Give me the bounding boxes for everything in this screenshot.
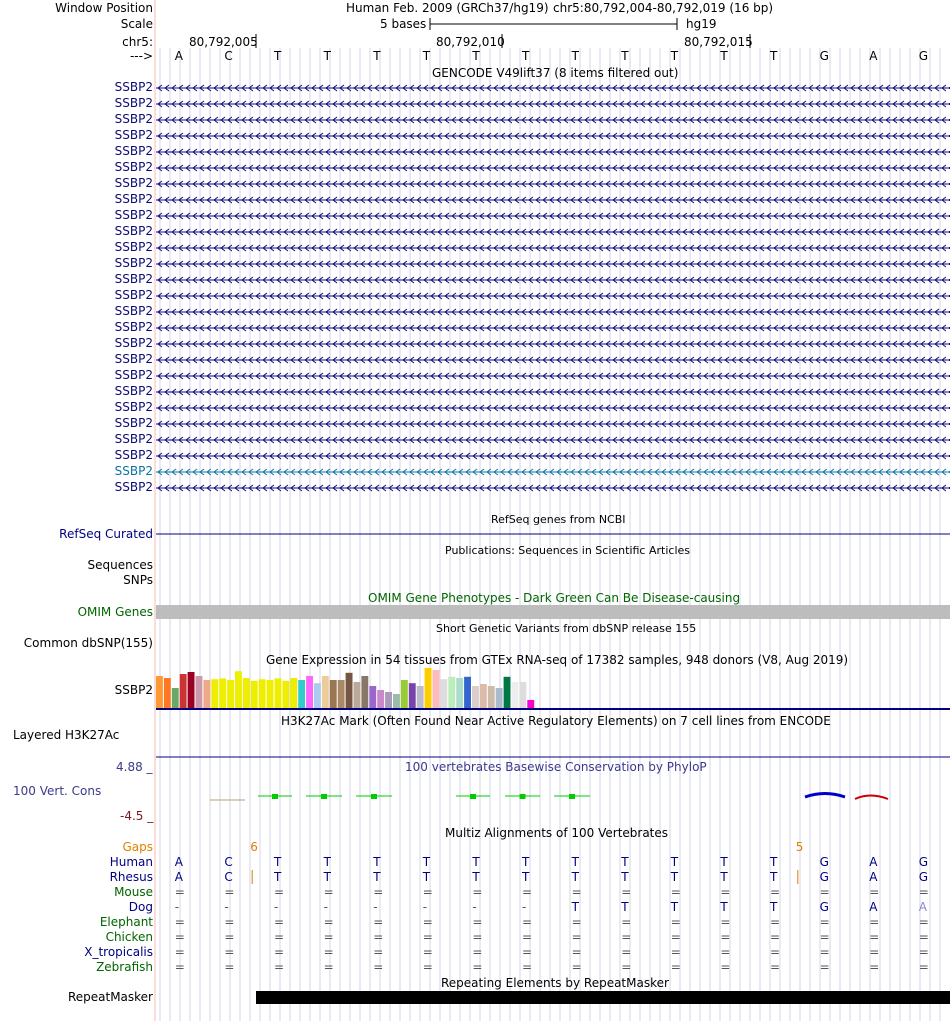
gtex-bar — [243, 678, 250, 708]
chrom-label: chr5: — [122, 35, 153, 49]
scale-label: Scale — [120, 17, 153, 31]
alignment-base: = — [869, 915, 880, 929]
alignment-base: T — [571, 855, 579, 869]
alignment-base: = — [174, 930, 185, 944]
gtex-bar — [519, 682, 526, 708]
alignment-base: T — [720, 870, 728, 884]
alignment-base: = — [274, 885, 285, 899]
alignment-base: T — [472, 870, 480, 884]
alignment-base: G — [918, 870, 929, 884]
alignment-base: = — [819, 930, 830, 944]
alignment-base: T — [770, 855, 778, 869]
gene-label[interactable]: SSBP2 — [114, 336, 153, 350]
base-letter: T — [770, 49, 778, 63]
alignment-base: = — [224, 915, 235, 929]
alignment-base: - — [472, 900, 477, 914]
gtex-bar — [298, 680, 305, 708]
coord-3: 80,792,015 — [684, 35, 753, 49]
gtex-bar — [211, 679, 218, 708]
gtex-bar — [259, 679, 266, 708]
alignment-base: A — [869, 870, 878, 884]
coord-1: 80,792,005 — [189, 35, 258, 49]
base-letter: T — [373, 49, 381, 63]
alignment-base: = — [522, 960, 533, 974]
publications-title: Publications: Sequences in Scientific Articles — [445, 544, 690, 557]
gtex-bar — [203, 680, 210, 708]
gene-label[interactable]: SSBP2 — [114, 256, 153, 270]
alignment-base: = — [869, 930, 880, 944]
publications-snps-label[interactable]: SNPs — [123, 573, 153, 587]
conservation-max-label: 4.88 _ — [116, 760, 153, 774]
alignment-base: = — [918, 915, 929, 929]
alignment-base: = — [274, 915, 285, 929]
alignment-base: = — [571, 930, 582, 944]
gtex-bar — [361, 676, 368, 708]
alignment-base: T — [670, 900, 679, 914]
gtex-bar — [527, 700, 534, 708]
gene-label[interactable]: SSBP2 — [114, 304, 153, 318]
alignment-base: - — [174, 900, 180, 914]
alignment-base: T — [274, 870, 282, 884]
alignment-base: A — [869, 855, 878, 869]
gene-label[interactable]: SSBP2 — [114, 192, 153, 206]
gtex-bar — [488, 686, 495, 708]
repeatmasker-label[interactable]: RepeatMasker — [67, 990, 153, 1004]
alignment-base: = — [918, 885, 929, 899]
scale-db: hg19 — [686, 17, 717, 31]
alignment-base: = — [174, 945, 185, 959]
gtex-bar — [156, 676, 163, 708]
alignment-base: - — [522, 900, 527, 914]
alignment-base: = — [472, 915, 483, 929]
alignment-base: = — [274, 930, 285, 944]
gaps-label: Gaps — [122, 840, 153, 854]
gtex-bar — [188, 672, 195, 708]
gtex-bar — [235, 671, 242, 708]
alignment-base: = — [323, 885, 334, 899]
gtex-bar — [472, 686, 479, 708]
base-letter: T — [621, 49, 629, 63]
alignment-base: C — [224, 870, 233, 884]
alignment-base: T — [621, 870, 629, 884]
alignment-base: = — [422, 930, 433, 944]
alignment-base: G — [819, 870, 829, 884]
gtex-bar — [369, 686, 376, 708]
alignment-base: = — [720, 960, 731, 974]
gene-label[interactable]: SSBP2 — [114, 80, 153, 94]
gap-count: 5 — [795, 840, 804, 854]
alignment-base: = — [770, 885, 781, 899]
gene-label[interactable]: SSBP2 — [114, 128, 153, 142]
conservation-mark — [470, 794, 476, 799]
alignment-base: = — [819, 885, 830, 899]
alignment-base: T — [571, 870, 579, 884]
alignment-base: T — [621, 855, 629, 869]
gtex-bar — [196, 676, 203, 708]
gtex-bar — [346, 673, 353, 708]
species-label[interactable]: Dog — [128, 900, 153, 914]
gtex-bar — [306, 676, 313, 708]
conservation-min-label: -4.5 _ — [120, 809, 154, 823]
alignment-base: - — [274, 900, 279, 914]
gene-label[interactable]: SSBP2 — [114, 272, 153, 286]
alignment-base: = — [819, 960, 830, 974]
gtex-bar — [251, 681, 258, 708]
conservation-mark — [272, 794, 278, 799]
gencode-title: GENCODE V49lift37 (8 items filtered out) — [432, 66, 679, 80]
gene-label[interactable]: SSBP2 — [114, 416, 153, 430]
gtex-bar — [180, 674, 187, 708]
gtex-bar — [275, 678, 282, 708]
alignment-base: = — [472, 945, 483, 959]
alignment-base: A — [174, 870, 184, 884]
assembly-title: Human Feb. 2009 (GRCh37/hg19) — [346, 1, 549, 15]
gtex-bar — [354, 682, 361, 708]
gtex-bar — [433, 670, 440, 708]
alignment-base: = — [670, 930, 681, 944]
alignment-base: = — [770, 930, 781, 944]
alignment-base: = — [422, 885, 433, 899]
alignment-base: = — [621, 915, 632, 929]
gtex-bar — [338, 680, 345, 708]
alignment-base: = — [373, 915, 384, 929]
alignment-base: = — [869, 960, 880, 974]
alignment-base: = — [373, 960, 384, 974]
alignment-base: = — [472, 960, 483, 974]
alignment-base: T — [522, 855, 530, 869]
alignment-base: = — [274, 960, 285, 974]
species-label[interactable]: Zebrafish — [96, 960, 153, 974]
alignment-base: A — [869, 900, 878, 914]
conservation-g-glyph — [805, 794, 845, 798]
alignment-base: = — [918, 960, 929, 974]
window-position-label: Window Position — [55, 1, 153, 15]
alignment-base: = — [522, 915, 533, 929]
gene-label[interactable]: SSBP2 — [114, 320, 153, 334]
alignment-base: = — [323, 960, 334, 974]
alignment-base: = — [670, 915, 681, 929]
conservation-mark — [321, 794, 327, 799]
alignment-base: = — [224, 960, 235, 974]
alignment-base: = — [472, 930, 483, 944]
alignment-base: = — [720, 945, 731, 959]
gene-label[interactable]: SSBP2 — [114, 96, 153, 110]
scale-text: 5 bases — [380, 17, 427, 31]
gtex-bar — [330, 680, 337, 708]
alignment-base: = — [670, 885, 681, 899]
alignment-base: T — [720, 900, 728, 914]
alignment-base: = — [819, 945, 830, 959]
gtex-bar — [314, 683, 321, 708]
alignment-base: = — [522, 885, 533, 899]
alignment-base: T — [422, 855, 431, 869]
base-letter: T — [274, 49, 282, 63]
alignment-base: = — [621, 885, 632, 899]
alignment-base: = — [373, 885, 384, 899]
alignment-base: = — [571, 915, 582, 929]
gtex-bar — [496, 688, 503, 708]
gene-label[interactable]: SSBP2 — [114, 480, 153, 494]
alignment-base: T — [522, 870, 530, 884]
alignment-base: - — [224, 900, 229, 914]
alignment-base: T — [770, 900, 778, 914]
gtex-label[interactable]: SSBP2 — [114, 683, 153, 697]
alignment-base: T — [621, 900, 629, 914]
gtex-bar — [480, 684, 487, 708]
omim-bar — [156, 605, 950, 619]
multiz-title: Multiz Alignments of 100 Vertebrates — [445, 826, 669, 840]
alignment-base: = — [720, 885, 731, 899]
base-letter: T — [323, 49, 331, 63]
gtex-bar — [290, 678, 297, 708]
gene-label[interactable]: SSBP2 — [114, 352, 153, 366]
gene-label[interactable]: SSBP2 — [114, 432, 153, 446]
strand-label: ---> — [129, 49, 153, 63]
alignment-base: A — [174, 855, 184, 869]
alignment-base: G — [918, 855, 929, 869]
alignment-base: A — [918, 900, 928, 914]
alignment-base: = — [770, 915, 781, 929]
gene-label[interactable]: SSBP2 — [114, 448, 153, 462]
gene-label[interactable]: SSBP2 — [114, 224, 153, 238]
alignment-base: = — [224, 885, 235, 899]
position-readout: chr5:80,792,004-80,792,019 (16 bp) — [553, 1, 774, 15]
alignment-base: = — [422, 945, 433, 959]
alignment-base: = — [621, 945, 632, 959]
alignment-base: = — [422, 915, 433, 929]
species-label[interactable]: X_tropicalis — [84, 945, 153, 959]
gtex-bar — [456, 678, 463, 708]
gtex-bar — [267, 680, 274, 708]
gene-label[interactable]: SSBP2 — [114, 112, 153, 126]
alignment-base: T — [670, 855, 679, 869]
gtex-bar — [282, 681, 289, 708]
gtex-bar — [417, 686, 424, 708]
base-letter: C — [224, 49, 233, 63]
base-letter: T — [422, 49, 431, 63]
alignment-base: = — [522, 930, 533, 944]
alignment-base: - — [422, 900, 428, 914]
alignment-base: T — [472, 855, 480, 869]
conservation-mark — [520, 794, 526, 799]
gtex-bar — [385, 692, 392, 708]
gtex-title: Gene Expression in 54 tissues from GTEx RNA-seq of 17382 samples, 948 donors (V8, Aug 2019) — [266, 653, 849, 667]
alignment-base: = — [819, 915, 830, 929]
alignment-base: G — [819, 855, 829, 869]
species-label[interactable]: Rhesus — [109, 870, 153, 884]
base-letter: T — [472, 49, 480, 63]
gtex-bar — [425, 668, 432, 708]
base-letter: A — [174, 49, 184, 63]
species-label[interactable]: Mouse — [114, 885, 153, 899]
alignment-base: = — [224, 945, 235, 959]
alignment-base: T — [323, 870, 331, 884]
alignment-base: T — [373, 855, 381, 869]
base-letter: T — [571, 49, 579, 63]
gtex-bar — [448, 677, 455, 708]
gtex-bar — [393, 694, 400, 708]
alignment-base: = — [472, 885, 483, 899]
gene-label[interactable]: SSBP2 — [114, 288, 153, 302]
alignment-base: = — [621, 960, 632, 974]
gtex-bar — [164, 678, 171, 708]
gtex-bar — [219, 678, 226, 708]
alignment-base: = — [174, 885, 185, 899]
alignment-base: = — [522, 945, 533, 959]
alignment-base: = — [571, 885, 582, 899]
alignment-base: = — [918, 945, 929, 959]
alignment-base: = — [224, 930, 235, 944]
alignment-base: = — [770, 945, 781, 959]
alignment-base: T — [323, 855, 331, 869]
alignment-base: = — [720, 930, 731, 944]
gtex-bar — [227, 680, 234, 708]
alignment-base: C — [224, 855, 233, 869]
conservation-mark — [371, 794, 377, 799]
base-letter: T — [720, 49, 728, 63]
alignment-base: T — [770, 870, 778, 884]
alignment-base: T — [670, 870, 679, 884]
alignment-base: = — [323, 945, 334, 959]
alignment-base: T — [571, 900, 579, 914]
alignment-base: = — [323, 930, 334, 944]
omim-label[interactable]: OMIM Genes — [77, 605, 153, 619]
species-label[interactable]: Chicken — [105, 930, 153, 944]
refseq-title: RefSeq genes from NCBI — [491, 513, 626, 526]
gene-label[interactable]: SSBP2 — [114, 160, 153, 174]
gtex-bar — [440, 679, 447, 708]
alignment-base: T — [373, 870, 381, 884]
alignment-base: = — [770, 960, 781, 974]
gtex-bar — [172, 688, 179, 708]
gtex-bar — [464, 677, 471, 708]
species-label[interactable]: Elephant — [99, 915, 153, 929]
alignment-base: = — [323, 915, 334, 929]
alignment-base: = — [918, 930, 929, 944]
repeatmasker-title: Repeating Elements by RepeatMasker — [441, 976, 669, 990]
alignment-base: - — [323, 900, 328, 914]
gene-label[interactable]: SSBP2 — [114, 208, 153, 222]
h3k27ac-label[interactable]: Layered H3K27Ac — [13, 728, 120, 742]
publications-sequences-label[interactable]: Sequences — [87, 558, 153, 572]
alignment-base: T — [274, 855, 282, 869]
alignment-base: = — [720, 915, 731, 929]
conservation-title: 100 vertebrates Basewise Conservation by PhyloP — [405, 760, 707, 774]
alignment-base: = — [621, 930, 632, 944]
coord-2: 80,792,010 — [436, 35, 505, 49]
gene-label[interactable]: SSBP2 — [114, 464, 153, 478]
dbsnp-title: Short Genetic Variants from dbSNP release 155 — [436, 622, 697, 635]
gap-count: 6 — [250, 840, 258, 854]
alignment-base: T — [720, 855, 728, 869]
gene-label[interactable]: SSBP2 — [114, 240, 153, 254]
alignment-base: = — [174, 960, 185, 974]
alignment-base: = — [373, 930, 384, 944]
base-letter: T — [522, 49, 530, 63]
alignment-base: = — [571, 960, 582, 974]
alignment-base: T — [422, 870, 431, 884]
gene-label[interactable]: SSBP2 — [114, 384, 153, 398]
alignment-base: = — [571, 945, 582, 959]
gtex-bar — [504, 677, 511, 708]
gtex-bar — [409, 683, 416, 708]
gtex-bar — [401, 680, 408, 708]
alignment-base: = — [869, 885, 880, 899]
alignment-base: = — [869, 945, 880, 959]
omim-title: OMIM Gene Phenotypes - Dark Green Can Be Disease-causing — [368, 591, 741, 605]
alignment-base: = — [670, 945, 681, 959]
dbsnp-label[interactable]: Common dbSNP(155) — [23, 636, 153, 650]
alignment-base: G — [819, 900, 829, 914]
repeatmasker-element — [256, 991, 950, 1004]
gene-label[interactable]: SSBP2 — [114, 144, 153, 158]
base-letter: G — [819, 49, 829, 63]
conservation-label[interactable]: 100 Vert. Cons — [13, 784, 102, 798]
h3k27ac-title: H3K27Ac Mark (Often Found Near Active Regulatory Elements) on 7 cell lines from ENCODE — [281, 714, 831, 728]
alignment-base: = — [274, 945, 285, 959]
refseq-label[interactable]: RefSeq Curated — [59, 527, 153, 541]
gtex-bar — [322, 676, 329, 708]
species-label[interactable]: Human — [109, 855, 153, 869]
gene-label[interactable]: SSBP2 — [114, 176, 153, 190]
gtex-bar — [512, 682, 519, 708]
gene-label[interactable]: SSBP2 — [114, 400, 153, 414]
base-letter: G — [918, 49, 929, 63]
base-letter: T — [670, 49, 679, 63]
base-letter: A — [869, 49, 878, 63]
conservation-mark — [569, 794, 575, 799]
gtex-bar — [377, 690, 384, 708]
alignment-base: - — [373, 900, 378, 914]
alignment-base: = — [670, 960, 681, 974]
alignment-base: = — [373, 945, 384, 959]
alignment-base: = — [422, 960, 433, 974]
alignment-base: = — [174, 915, 185, 929]
gene-label[interactable]: SSBP2 — [114, 368, 153, 382]
